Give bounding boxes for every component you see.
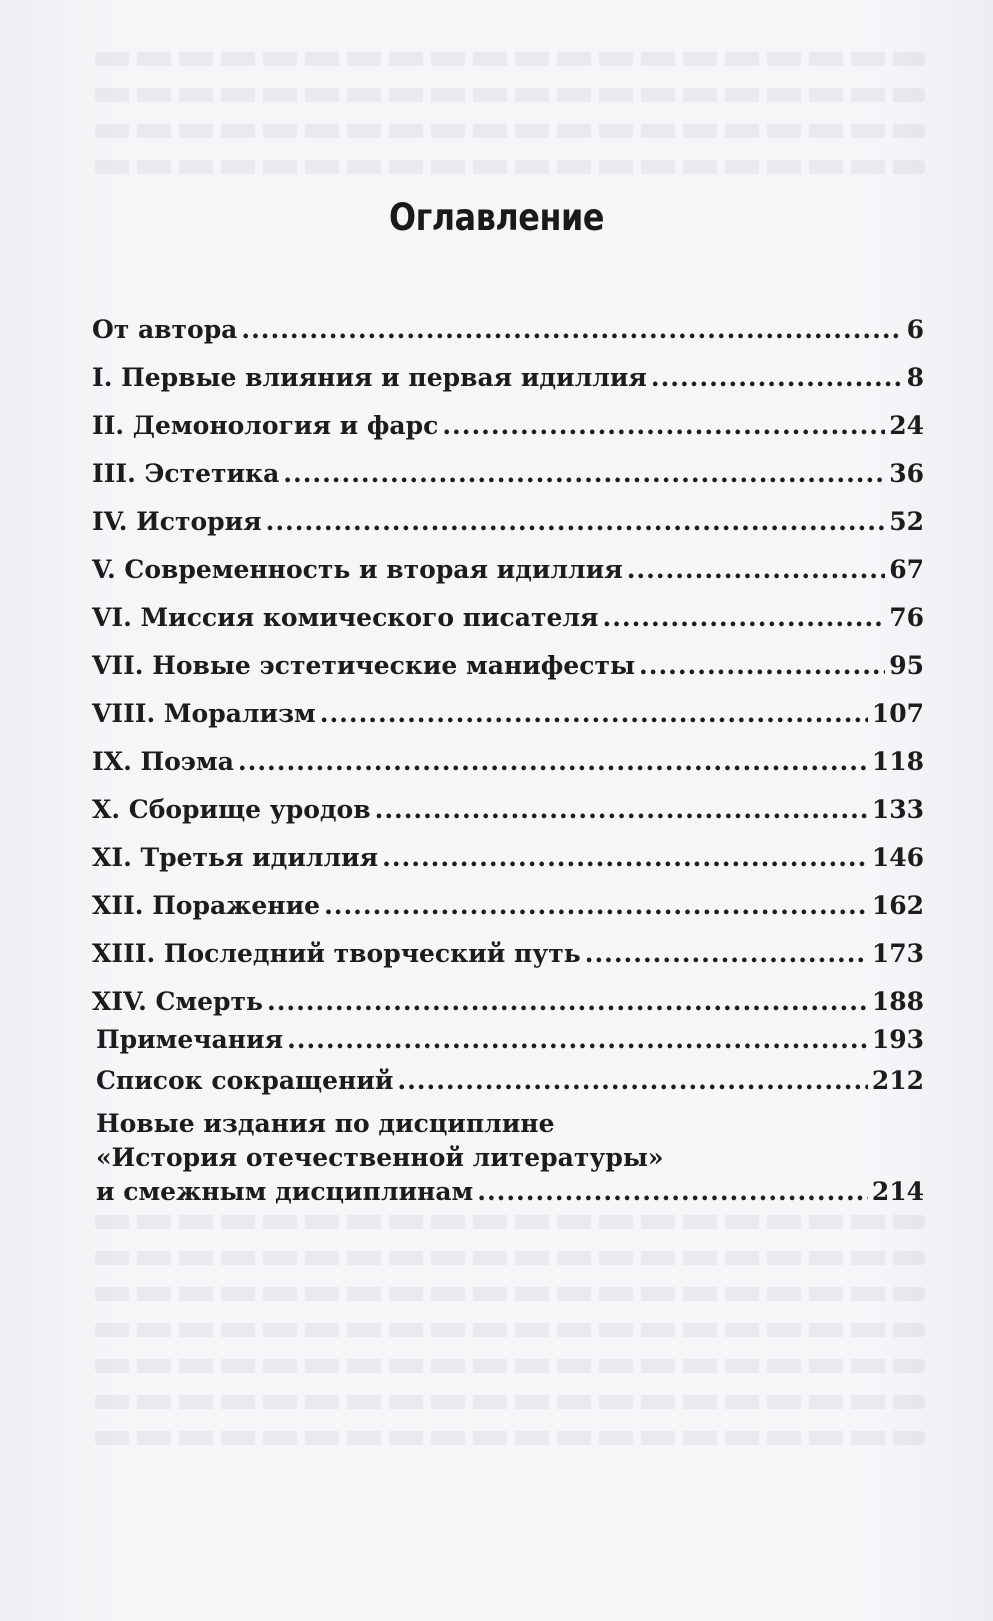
toc-entry-page: 36	[889, 459, 924, 488]
dot-leader	[397, 1061, 867, 1101]
bleed-through-line	[95, 52, 925, 66]
dot-leader	[266, 502, 886, 542]
toc-entry-label: XI. Третья идиллия	[92, 843, 379, 872]
toc-final-entry-line1: Новые издания по дисциплине	[96, 1109, 555, 1138]
bleed-through-line	[95, 88, 925, 102]
toc-entry-page: 52	[889, 507, 924, 536]
toc-entry-label: V. Современность и вторая идиллия	[92, 555, 623, 584]
dot-leader	[238, 742, 868, 782]
toc-entry[interactable]	[92, 982, 924, 1022]
toc-entry-page: 118	[871, 747, 924, 776]
dot-leader	[375, 790, 868, 830]
toc-entry[interactable]	[96, 1061, 924, 1101]
toc-entry[interactable]	[92, 886, 924, 926]
toc-entry-label: От автора	[92, 315, 238, 344]
toc-entry[interactable]	[92, 598, 924, 638]
toc-entry[interactable]	[92, 646, 924, 686]
toc-entry[interactable]	[92, 790, 924, 830]
toc-entry-page: 193	[871, 1025, 924, 1054]
toc-entry[interactable]	[92, 502, 924, 542]
toc-entry[interactable]	[92, 310, 924, 350]
toc-entry-label: Список сокращений	[96, 1066, 394, 1095]
toc-entry[interactable]	[92, 358, 924, 398]
toc-entry-page: 188	[871, 987, 924, 1016]
dot-leader	[477, 1172, 868, 1212]
dot-leader	[324, 886, 868, 926]
bleed-through-line	[95, 160, 925, 174]
toc-entry-label: XIII. Последний творческий путь	[92, 939, 581, 968]
dot-leader	[287, 1020, 868, 1060]
toc-entry[interactable]	[92, 550, 924, 590]
toc-entry-label: VI. Миссия комического писателя	[92, 603, 599, 632]
dot-leader	[639, 646, 885, 686]
toc-entry-page: 24	[889, 411, 924, 440]
toc-entry-page: 95	[889, 651, 924, 680]
toc-entry-label: III. Эстетика	[92, 459, 280, 488]
toc-final-entry-line2: «История отечественной литературы»	[96, 1143, 664, 1172]
bleed-through-line	[95, 1287, 925, 1301]
toc-entry-page: 146	[871, 843, 924, 872]
toc-entry[interactable]	[92, 694, 924, 734]
bleed-through-line	[95, 1251, 925, 1265]
toc-entry-label: IV. История	[92, 507, 262, 536]
dot-leader	[267, 982, 868, 1022]
dot-leader	[585, 934, 868, 974]
toc-entry-label: VII. Новые эстетические манифесты	[92, 651, 636, 680]
dot-leader	[283, 454, 885, 494]
toc-final-entry-line3: и смежным дисциплинам	[96, 1177, 474, 1206]
toc-entry-label: Примечания	[96, 1025, 284, 1054]
toc-entry[interactable]	[92, 934, 924, 974]
dot-leader	[320, 694, 868, 734]
bleed-through-line	[95, 1215, 925, 1229]
toc-entry-page: 8	[906, 363, 924, 392]
toc-entry-label: IX. Поэма	[92, 747, 234, 776]
toc-entry[interactable]	[96, 1172, 924, 1212]
toc-entry-label: VIII. Морализм	[92, 699, 316, 728]
toc-entry[interactable]	[92, 742, 924, 782]
toc-entry-page: 6	[906, 315, 924, 344]
toc-entry-page: 67	[889, 555, 924, 584]
toc-entry-page: 76	[889, 603, 924, 632]
page-title: Оглавление	[388, 196, 605, 239]
toc-entry-page: 107	[871, 699, 924, 728]
dot-leader	[442, 406, 885, 446]
bleed-through-line	[95, 1431, 925, 1445]
toc-entry-page: 214	[871, 1177, 924, 1206]
toc-entry-label: X. Сборище уродов	[92, 795, 371, 824]
toc-entry-label: I. Первые влияния и первая идиллия	[92, 363, 647, 392]
dot-leader	[382, 838, 868, 878]
bleed-through-line	[95, 1323, 925, 1337]
dot-leader	[241, 310, 902, 350]
toc-entry[interactable]	[92, 838, 924, 878]
bleed-through-line	[95, 1359, 925, 1373]
dot-leader	[651, 358, 903, 398]
toc-entry[interactable]	[92, 454, 924, 494]
dot-leader	[602, 598, 885, 638]
toc-entry-page: 212	[871, 1066, 924, 1095]
dot-leader	[627, 550, 886, 590]
bleed-through-line	[95, 124, 925, 138]
toc-entry-page: 173	[871, 939, 924, 968]
toc-entry-page: 162	[871, 891, 924, 920]
toc-entry[interactable]	[96, 1020, 924, 1060]
bleed-through-line	[95, 1395, 925, 1409]
toc-entry-label: XIV. Смерть	[92, 987, 263, 1016]
toc-entry[interactable]	[92, 406, 924, 446]
toc-entry-label: XII. Поражение	[92, 891, 321, 920]
toc-entry-label: II. Демонология и фарс	[92, 411, 439, 440]
toc-entry-page: 133	[871, 795, 924, 824]
